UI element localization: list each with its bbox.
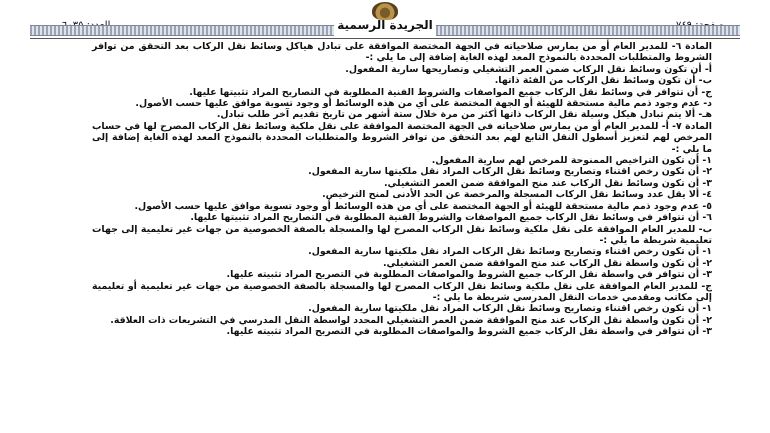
paragraph: المادة ٦- للمدير العام أو من يمارس صلاحياته في الجهة المختصة الموافقة على تبادل هياكل وسائط نقل الركاب بعد التحقق من توافر الشروط والمتطلبات المحددة بالنموذج المعد لهذه الغاية إضافة إلى ما يلي :- <box>92 41 713 64</box>
paragraph: ٤- ألا يقل عدد وسائط نقل الركاب المسجلة والمرخصة عن الحد الأدنى لمنح الترخيص. <box>322 189 712 201</box>
paragraph: ١- أن تكون رخص اقتناء وتصاريح وسائط نقل الركاب المراد نقل ملكيتها سارية المفعول. <box>308 246 712 258</box>
paragraph: أ- أن تكون وسائط نقل الركاب ضمن العمر التشغيلي وتصاريحها سارية المفعول. <box>345 63 712 75</box>
paragraph: هـ- ألا يتم تبادل هيكل وسيلة نقل الركاب ذاتها أكثر من مرة خلال ستة أشهر من تاريخ تقديم آخر طلب تبادل. <box>216 109 712 121</box>
paragraph: ج- أن تتوافر في وسائط نقل الركاب جميع المواصفات والشروط الفنية المطلوبة في التصاريح المراد تثبيتها عليها. <box>189 86 712 98</box>
paragraph: ب- أن تكون وسائط نقل الركاب من الفئة ذاتها. <box>494 75 712 87</box>
paragraph: د- عدم وجود ذمم مالية مستحقة للهيئة أو الجهة المختصة على أي من هذه الوسائط أو وجود تسوية موافق عليها حسب الأصول. <box>135 98 712 110</box>
paragraph: ٢- أن تكون رخص اقتناء وتصاريح وسائط نقل الركاب المراد نقل ملكيتها سارية المفعول. <box>308 166 712 178</box>
page-header <box>0 0 770 44</box>
paragraph: ب- للمدير العام الموافقة على نقل ملكية وسائط نقل الركاب المصرح لها والمسجلة بالصفة الخصوصية من جهات غير تعليمية إلى جهات تعليمية شريطة ما يلي :- <box>92 223 712 246</box>
header-ornament-right <box>436 25 740 36</box>
paragraph: المادة ٧- أ- للمدير العام أو من يمارس صلاحياته في الجهة المختصة الموافقة على نقل ملكية وسائط نقل الركاب المصرح لها في حساب المرخص لهم لتعزيز أسطول النقل التابع لهم بعد التحقق من توافر الشروط والمتطلبات المحددة بالنموذج المعد لهذه الغاية إضافة إلى ما يلي :- <box>92 120 712 155</box>
paragraph: ٣- أن تتوافر في واسطة نقل الركاب جميع الشروط والمواصفات المطلوبة في التصريح المراد تثبيته عليها. <box>226 326 712 338</box>
article-body <box>92 41 712 338</box>
paragraph: ١- أن تكون التراخيص الممنوحة للمرخص لهم سارية المفعول. <box>431 155 712 167</box>
paragraph: ٢- أن تكون واسطة نقل الركاب عند منح الموافقة ضمن العمر التشغيلي المحدد لواسطة النقل المدرسي في التشريعات ذات العلاقة. <box>110 314 712 326</box>
paragraph: ١- أن تكون رخص اقتناء وتصاريح وسائط نقل الركاب المراد نقل ملكيتها سارية المفعول. <box>308 303 712 315</box>
paragraph: ٣- أن تتوافر في واسطة نقل الركاب جميع الشروط والمواصفات المطلوبة في التصريح المراد تثبيته عليها. <box>226 269 712 281</box>
paragraph: ٦- أن تتوافر في وسائط نقل الركاب جميع المواصفات والشروط الفنية المطلوبة في التصاريح المراد تثبيتها عليها. <box>190 212 712 224</box>
header-ornament-left <box>30 25 334 36</box>
paragraph: ٣- أن تكون وسائط نقل الركاب عند منح الموافقة ضمن العمر التشغيلي. <box>383 177 712 189</box>
header-divider <box>30 38 740 39</box>
gazette-title: الجريدة الرسمية <box>337 18 433 32</box>
paragraph: ٥- عدم وجود ذمم مالية مستحقة للهيئة أو الجهة المختصة على أي من هذه الوسائط أو وجود تسوية موافق عليها حسب الأصول. <box>134 200 712 212</box>
paragraph: ج- للمدير العام الموافقة على نقل ملكية وسائط نقل الركاب المصرح لها والمسجلة بالصفة الخصوصية من جهات غير تعليمية أو تعليمية إلى مكاتب ومقدمي خدمات النقل المدرسي شريطة ما يلي :- <box>92 280 712 303</box>
paragraph: ٢- أن تكون واسطة نقل الركاب عند منح الموافقة ضمن العمر التشغيلي. <box>383 257 712 269</box>
